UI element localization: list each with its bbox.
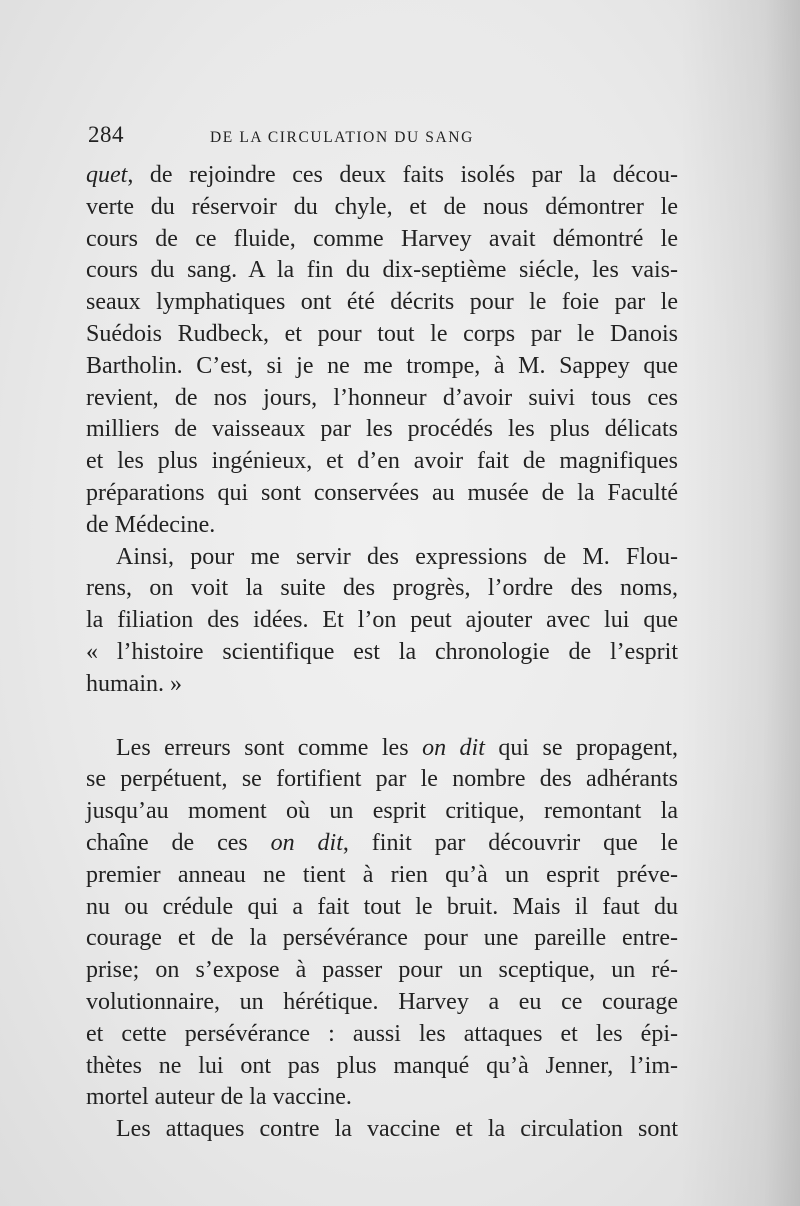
text-line: humain. »: [86, 670, 182, 697]
text-line: quet, de rejoindre ces deux faits isolés par la décou-: [86, 162, 678, 188]
text-line: mortel auteur de la vaccine.: [86, 1084, 352, 1111]
text-line: préparations qui sont conservées au musée de la Faculté: [86, 479, 678, 506]
text-line: prise; on s’expose à passer pour un sceptique, un ré-: [86, 957, 678, 984]
italic-phrase: on dit: [270, 829, 343, 856]
text-line: se perpétuent, se fortifient par le nombre des adhérants: [86, 766, 678, 793]
section-break: [86, 701, 678, 733]
text-line: milliers de vaisseaux par les procédés les plus délicats: [86, 416, 678, 443]
text-line: volutionnaire, un hérétique. Harvey a eu ce courage: [86, 988, 678, 1015]
text-line: cours du sang. A la fin du dix-septième siécle, les vais-: [86, 257, 678, 284]
text-line: nu ou crédule qui a fait tout le bruit. Mais il faut du: [86, 893, 678, 920]
text-line: Suédois Rudbeck, et pour tout le corps par le Danois: [86, 320, 678, 347]
body-text: [86, 160, 678, 1146]
text-line: et les plus ingénieux, et d’en avoir fait de magnifiques: [86, 448, 678, 475]
italic-phrase: on dit: [422, 734, 485, 761]
italic-word: quet: [86, 162, 128, 188]
text-line: Les attaques contre la vaccine et la circulation sont: [116, 1116, 678, 1143]
text-line: Ainsi, pour me servir des expressions de M. Flou-: [116, 543, 678, 570]
text-line: revient, de nos jours, l’honneur d’avoir suivi tous ces: [86, 384, 678, 411]
text-line: « l’histoire scientifique est la chronologie de l’esprit: [86, 638, 678, 665]
text-line: cours de ce fluide, comme Harvey avait démontré le: [86, 225, 678, 252]
text-line: courage et de la persévérance pour une pareille entre-: [86, 925, 678, 952]
text-line: Les erreurs sont comme les on dit qui se propagent,: [116, 734, 679, 761]
text-line: jusqu’au moment où un esprit critique, remontant la: [86, 798, 678, 825]
running-title: DE LA CIRCULATION DU SANG: [210, 129, 474, 146]
text-line: thètes ne lui ont pas plus manqué qu’à Jenner, l’im-: [86, 1052, 678, 1079]
text-line: rens, on voit la suite des progrès, l’ordre des noms,: [86, 575, 678, 602]
text-line: premier anneau ne tient à rien qu’à un esprit préve-: [86, 861, 678, 888]
text-line: et cette persévérance : aussi les attaques et les épi-: [86, 1020, 678, 1047]
text-line: Bartholin. C’est, si je ne me trompe, à M. Sappey que: [86, 352, 678, 379]
text-line: de Médecine.: [86, 511, 216, 538]
text-line: la filiation des idées. Et l’on peut ajouter avec lui que: [86, 607, 678, 634]
page-number: 284: [88, 122, 124, 147]
text-line: seaux lymphatiques ont été décrits pour le foie par le: [86, 289, 678, 316]
running-head: [88, 122, 678, 154]
text-line: verte du réservoir du chyle, et de nous démontrer le: [86, 193, 678, 220]
text-line: chaîne de ces on dit, finit par découvrir que le: [86, 829, 678, 856]
